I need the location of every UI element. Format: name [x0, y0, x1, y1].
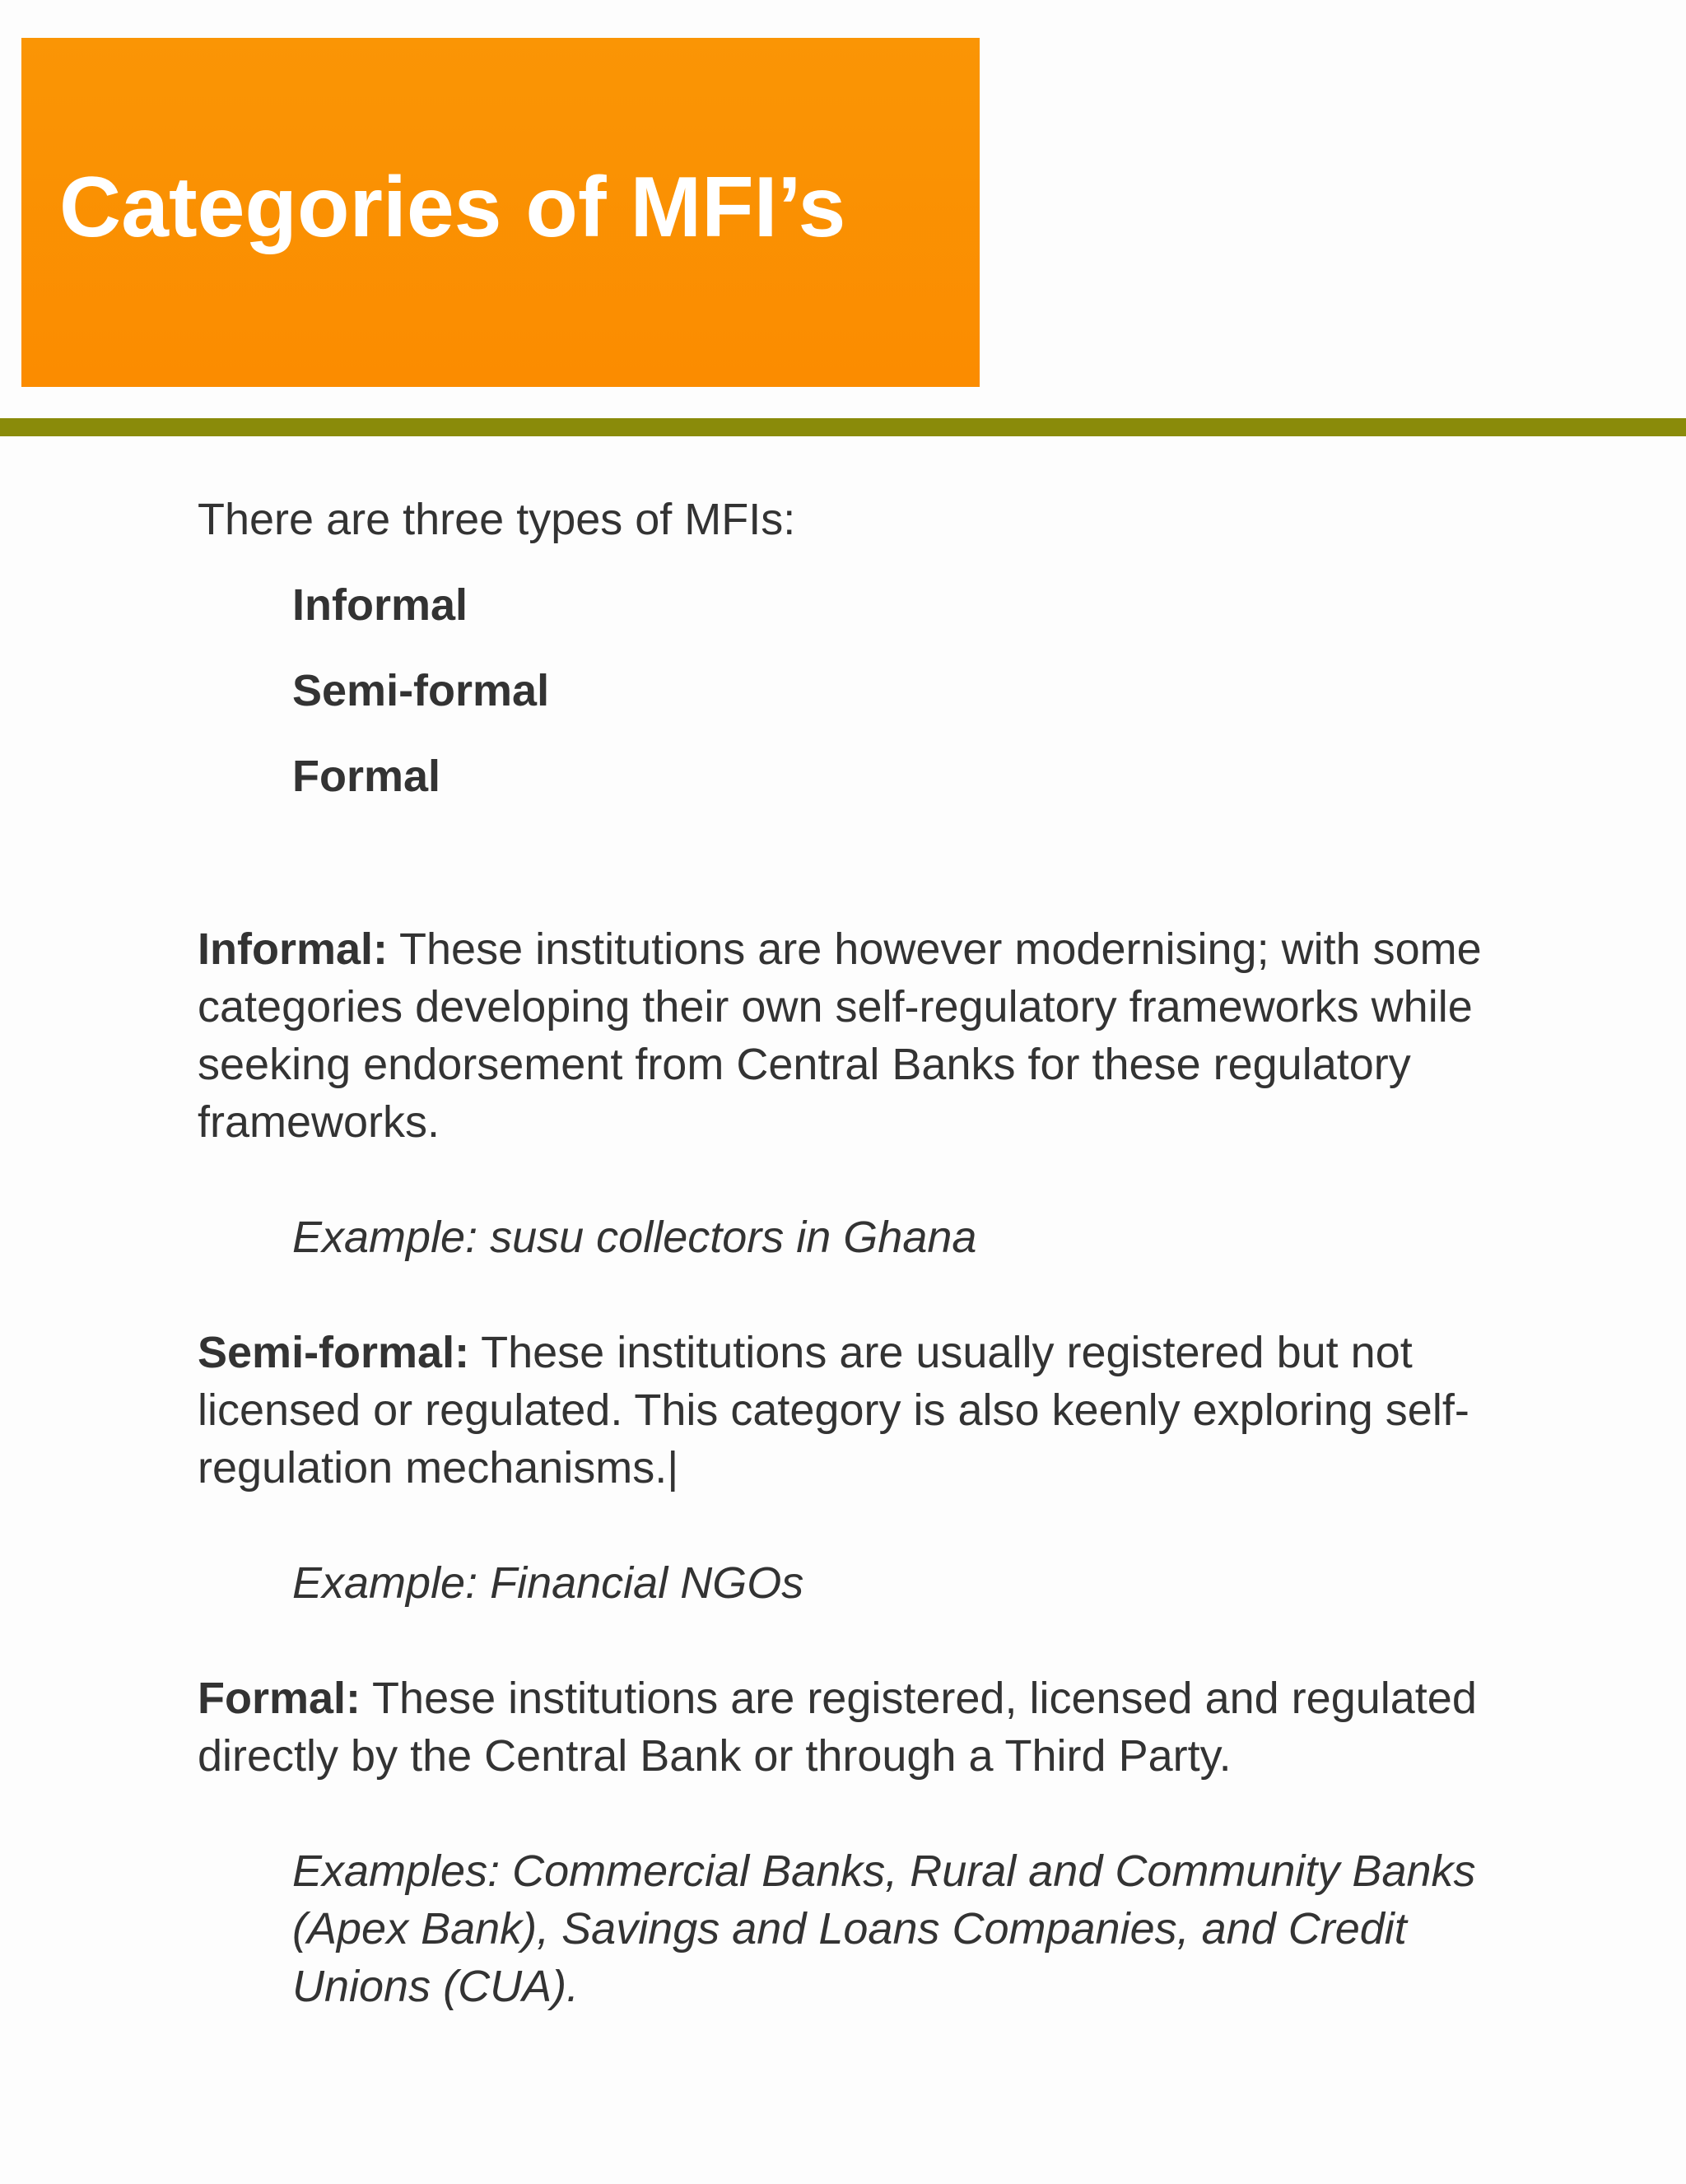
type-item-semi-formal: Semi-formal — [292, 666, 550, 715]
types-list — [198, 576, 1548, 805]
definition-text: These institutions are registered, licensed and regulated directly by the Central Bank or through a Third Party. — [198, 1674, 1477, 1781]
example-informal: Example: susu collectors in Ghana — [292, 1213, 977, 1262]
example-formal: Examples: Commercial Banks, Rural and Community Banks (Apex Bank), Savings and Loans Companies, and Credit Unions (CUA). — [292, 1846, 1476, 2011]
slide-content — [198, 491, 1548, 2015]
page-title: Categories of MFI’s — [59, 160, 846, 255]
definition-term: Formal: — [198, 1674, 361, 1723]
definition-text: These institutions are usually registered but not licensed or regulated. This category is also keenly exploring self-regulation mechanisms.| — [198, 1328, 1469, 1492]
definition-formal — [198, 1669, 1548, 1785]
intro-text: There are three types of MFIs: — [198, 495, 796, 544]
divider-rule — [0, 418, 1686, 436]
definition-semi-formal — [198, 1324, 1548, 1497]
example-semi-formal: Example: Financial NGOs — [292, 1558, 804, 1608]
definition-term: Semi-formal: — [198, 1328, 470, 1377]
definition-informal — [198, 920, 1548, 1151]
type-item-formal: Formal — [292, 752, 441, 801]
type-item-informal: Informal — [292, 580, 468, 630]
definition-text: These institutions are however modernising; with some categories developing their own self-regulatory frameworks while seeking endorsement from Central Banks for these regulatory frameworks. — [198, 924, 1482, 1147]
definition-term: Informal: — [198, 924, 389, 974]
